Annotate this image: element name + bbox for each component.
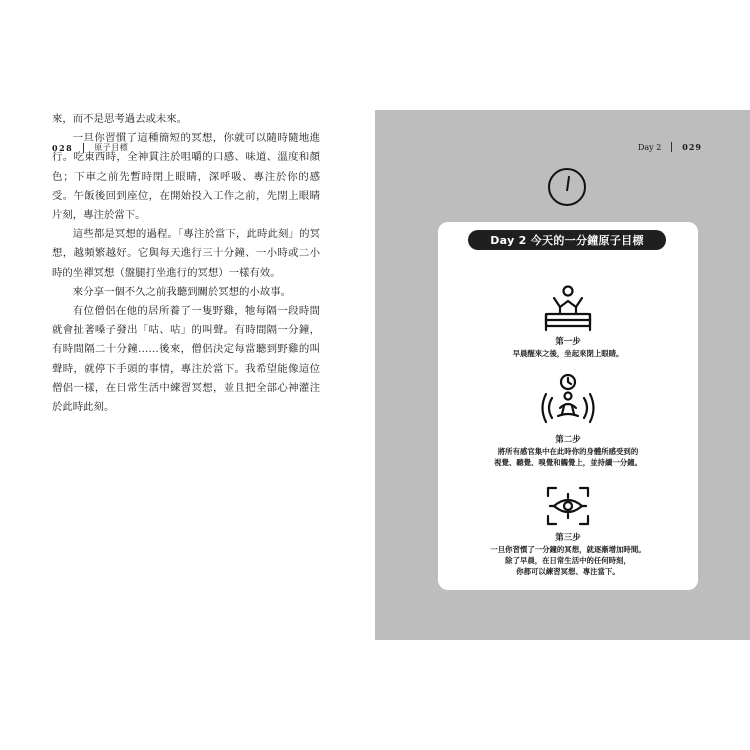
paragraph: 這些都是冥想的過程。「專注於當下，此時此刻」的冥想，越頻繁越好。它與每天進行三十分鐘、一小時或二小時的坐禪冥想（盤腿打坐進行的冥想）一樣有效。 [52, 228, 320, 279]
clock-icon [548, 168, 586, 206]
paragraph: 來，而不是思考過去或未來。 [52, 113, 188, 125]
step-label: 第二步 [555, 435, 581, 445]
body-text [52, 110, 320, 417]
step-3 [438, 484, 698, 577]
meditation-clock-icon [540, 372, 596, 430]
paragraph: 有位僧侶在他的居所養了一隻野雞，牠每隔一段時間就會扯著嗓子發出「咕、咕」的叫聲。有時間隔一分鐘，有時間隔二十分鐘……後來，僧侶決定每當聽到野雞的叫聲時，就停下手頭的事情，專注於當下。我希望能像這位僧侶一樣，在日常生活中練習冥想，並且把全部心神灌注於此時此刻。 [52, 305, 320, 414]
step-2 [438, 372, 698, 468]
header-divider [671, 142, 672, 152]
eye-focus-icon [544, 484, 592, 528]
running-title: 原子目標 [94, 143, 129, 152]
step-description: 一旦你習慣了一分鐘的冥想，就逐漸增加時間。 除了早晨，在日常生活中的任何時刻， 你都可以練習冥想、專注當下。 [490, 545, 646, 576]
paragraph: 來分享一個不久之前我聽到關於冥想的小故事。 [72, 285, 291, 298]
clock-hand [566, 176, 570, 191]
step-1 [438, 284, 698, 359]
sitting-up-in-bed-icon [540, 284, 596, 332]
goal-card [438, 222, 698, 590]
right-running-head [638, 142, 702, 152]
card-title: Day 2 今天的一分鐘原子目標 [468, 230, 666, 250]
right-page-number: 029 [682, 142, 702, 152]
paragraph: 一旦你習慣了這種簡短的冥想，你就可以隨時隨地進行。吃東西時，全神貫注於咀嚼的口感、味道、溫度和顏色；下車之前先暫時閉上眼睛，深呼吸、專注於你的感受。午飯後回到座位，在開始投入工作之前，先閉上眼睛片刻，專注於當下。 [52, 132, 320, 222]
step-description: 將所有感官集中在此時你的身體所感受到的 視覺、聽覺、嗅覺和觸覺上，並持續一分鐘。 [494, 447, 642, 467]
step-description: 早晨醒來之後，坐起來閉上眼睛。 [512, 349, 624, 358]
step-label: 第一步 [555, 337, 581, 347]
day-label: Day 2 [637, 142, 662, 152]
left-page-number: 028 [52, 142, 74, 153]
step-label: 第三步 [555, 533, 581, 543]
